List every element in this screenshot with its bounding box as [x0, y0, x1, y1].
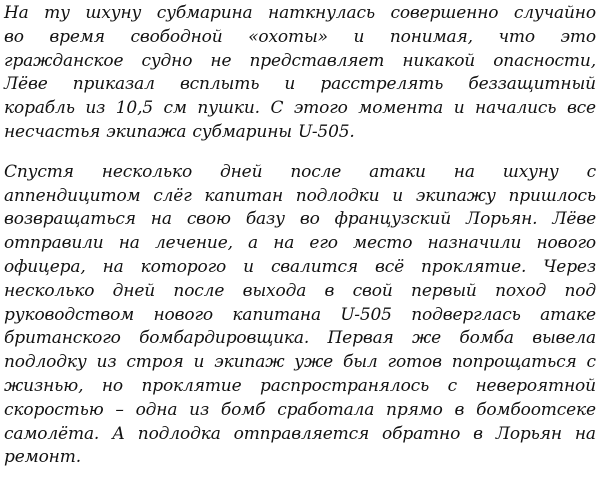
word: готов	[387, 352, 442, 373]
word: несколько	[4, 280, 95, 301]
word: французский	[334, 209, 452, 230]
text-line	[4, 446, 596, 470]
word: субмарины	[192, 121, 292, 142]
word: после	[173, 280, 225, 301]
word: нового	[536, 233, 596, 254]
word: все	[566, 98, 596, 119]
article-text	[4, 2, 596, 470]
word: после	[290, 161, 342, 182]
word: под	[564, 280, 596, 301]
word: базу	[245, 209, 285, 230]
word: проклятие.	[420, 256, 527, 277]
word: на	[453, 161, 475, 182]
word: 10,5	[115, 98, 154, 119]
text-line	[4, 161, 596, 185]
word: бомбардировщика.	[139, 328, 310, 349]
word: и	[284, 74, 296, 95]
word: на	[102, 256, 124, 277]
text-line	[4, 280, 596, 304]
word: дней	[220, 161, 263, 182]
word: U-505	[340, 304, 392, 325]
word: субмарина	[156, 3, 253, 23]
word: капитан	[204, 185, 284, 206]
word: на	[574, 423, 596, 444]
word: никакой	[402, 50, 476, 71]
word: его	[309, 233, 338, 254]
word: бомб	[220, 399, 266, 420]
text-line	[4, 50, 596, 74]
word: Через	[543, 256, 596, 277]
word: скоростью	[4, 399, 104, 420]
text-line	[4, 399, 596, 423]
text-line	[4, 2, 596, 26]
word: жизнью,	[4, 375, 84, 396]
word: но	[101, 375, 123, 396]
word: шхуну	[502, 161, 559, 182]
paragraph-1	[4, 2, 596, 145]
word: U-505.	[297, 121, 355, 142]
word: подлодку	[4, 352, 87, 373]
word: и	[392, 185, 404, 206]
text-line	[4, 351, 596, 375]
word: руководством	[4, 304, 135, 325]
word: гражданское	[4, 50, 124, 71]
word: –	[115, 399, 124, 420]
word: отправили	[4, 233, 104, 254]
word: бомбоотсеке	[476, 399, 596, 420]
word: и	[193, 352, 205, 373]
word: строя	[126, 352, 184, 373]
word: капитана	[232, 304, 321, 325]
word: этого	[293, 98, 348, 119]
word: вывела	[532, 328, 596, 349]
text-line	[4, 232, 596, 256]
word: не	[210, 50, 232, 71]
word: с	[447, 375, 458, 396]
word: Первая	[327, 328, 394, 349]
word: это	[560, 26, 596, 47]
word: на	[118, 233, 140, 254]
word: в	[324, 280, 335, 301]
text-line	[4, 375, 596, 399]
word: с	[586, 352, 596, 373]
word: во	[299, 209, 320, 230]
word: Лорьян	[495, 423, 562, 444]
word: же	[411, 328, 442, 349]
word: из	[96, 352, 117, 373]
word: во	[4, 26, 24, 47]
word: корабль	[4, 98, 75, 119]
word: офицера,	[4, 256, 86, 277]
word: «охоты»	[248, 26, 328, 47]
word: А	[112, 423, 125, 444]
word: свободной	[130, 26, 223, 47]
word: случайно	[513, 3, 596, 23]
text-line	[4, 423, 596, 447]
word: что	[498, 26, 535, 47]
word: шхуну	[85, 3, 142, 23]
word: время	[49, 26, 105, 47]
word: судно	[141, 50, 193, 71]
word: начались	[475, 98, 557, 119]
word: свалится	[270, 256, 358, 277]
word: прямо	[386, 399, 443, 420]
text-line	[4, 97, 596, 121]
word: совершенно	[390, 3, 499, 23]
word: подлодки	[295, 185, 380, 206]
word: свой	[352, 280, 393, 301]
word: всё	[374, 256, 404, 277]
word: атаке	[540, 304, 596, 325]
word: и	[243, 256, 254, 277]
word: свою	[186, 209, 231, 230]
word: на	[273, 233, 295, 254]
word: подлодка	[137, 423, 221, 444]
word: На	[4, 3, 29, 23]
word: экипажа	[106, 121, 187, 142]
word: представляет	[249, 50, 385, 71]
word: нового	[153, 304, 213, 325]
word: С	[270, 98, 284, 119]
text-line	[4, 208, 596, 232]
word: опасности,	[493, 50, 596, 71]
word: аппендицитом	[4, 185, 141, 206]
word: расстрелять	[320, 74, 444, 95]
word: место	[353, 233, 413, 254]
word: дней	[112, 280, 156, 301]
word: отправляется	[233, 423, 370, 444]
word: приказал	[72, 74, 155, 95]
word: Лёве	[552, 209, 596, 230]
word: поход	[495, 280, 547, 301]
word: пушки.	[197, 98, 260, 119]
word: возвращаться	[4, 209, 136, 230]
text-line	[4, 26, 596, 50]
word: британского	[4, 328, 121, 349]
text-line	[4, 185, 596, 209]
text-line	[4, 304, 596, 328]
word: ремонт.	[4, 447, 81, 468]
word: невероятной	[475, 375, 596, 396]
word: которого	[140, 256, 227, 277]
word: бомба	[459, 328, 514, 349]
text-line	[4, 121, 596, 145]
word: момента	[358, 98, 444, 119]
word: на	[150, 209, 172, 230]
word: Лорьян.	[466, 209, 538, 230]
word: Спустя	[4, 161, 74, 182]
word: несколько	[101, 161, 193, 182]
word: с	[586, 161, 596, 182]
word: распространялось	[260, 375, 430, 396]
word: понимая,	[389, 26, 473, 47]
word: лечение,	[154, 233, 233, 254]
text-line	[4, 327, 596, 351]
word: попрощаться	[451, 352, 577, 373]
word: из	[189, 399, 210, 420]
word: сработала	[277, 399, 375, 420]
word: назначили	[427, 233, 522, 254]
word: и	[353, 26, 365, 47]
word: был	[342, 352, 378, 373]
word: несчастья	[4, 121, 101, 142]
word: одна	[135, 399, 178, 420]
word: всплыть	[179, 74, 260, 95]
word: Лёве	[4, 74, 48, 95]
word: экипажу	[415, 185, 496, 206]
word: см	[163, 98, 187, 119]
word: беззащитный	[468, 74, 596, 95]
word: в	[473, 423, 483, 444]
word: обратно	[382, 423, 461, 444]
paragraph-spacer	[4, 145, 596, 161]
word: подверглась	[411, 304, 521, 325]
word: ту	[44, 3, 70, 23]
word: выхода	[242, 280, 307, 301]
text-line	[4, 73, 596, 97]
word: проклятие	[141, 375, 242, 396]
word: уже	[294, 352, 334, 373]
word: из	[85, 98, 106, 119]
word: пришлось	[508, 185, 596, 206]
word: экипаж	[214, 352, 285, 373]
word: слёг	[153, 185, 192, 206]
word: атаки	[369, 161, 426, 182]
paragraph-2	[4, 161, 596, 470]
word: наткнулась	[268, 3, 375, 23]
word: самолёта.	[4, 423, 100, 444]
word: в	[454, 399, 465, 420]
text-line	[4, 256, 596, 280]
word: а	[248, 233, 259, 254]
word: и	[453, 98, 465, 119]
word: первый	[411, 280, 477, 301]
